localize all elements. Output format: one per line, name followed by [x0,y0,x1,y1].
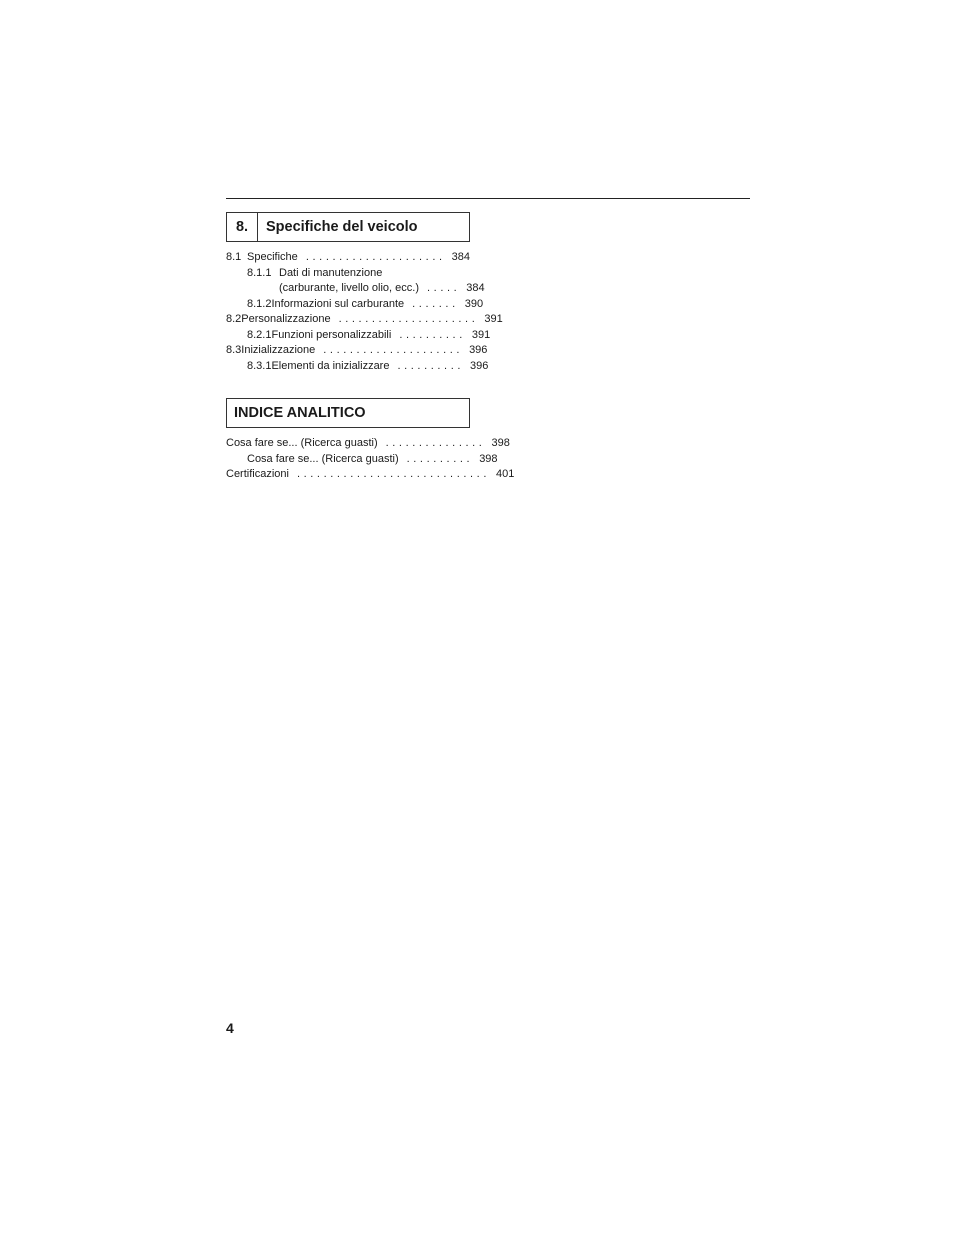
toc-number: 8.1 [226,251,242,263]
toc-page: 396 [470,359,489,372]
toc-number: 8.2.1 [247,328,272,341]
toc-entry-8-2-1[interactable] [226,328,491,344]
index-label: Cosa fare se... (Ricerca guasti) [247,452,399,465]
index-label: Certificazioni [226,468,289,480]
leader-dots: ............... [385,437,486,449]
leader-dots: ..................... [305,251,446,263]
index-page: 398 [491,437,510,449]
toc-page: 390 [464,297,484,310]
toc-entry-8-3[interactable] [226,343,488,359]
index-label: Cosa fare se... (Ricerca guasti) [226,437,378,449]
toc-entry-8-1-1-cont[interactable] [226,281,485,297]
toc-page: 384 [451,251,470,263]
toc-label: Inizializzazione [241,344,316,356]
chapter-header [226,212,470,242]
toc-entry-8-1[interactable] [226,250,470,266]
toc-entry-8-1-1[interactable] [226,266,470,282]
toc-entry-8-3-1[interactable] [226,359,489,375]
leader-dots: .......... [397,359,465,372]
toc-label: Informazioni sul carburante [271,297,405,310]
toc-label: Dati di manutenzione [279,266,383,279]
toc-entry-8-2[interactable] [226,312,503,328]
leader-dots: .......... [406,452,474,465]
toc-page: 396 [469,344,488,356]
leader-dots: ..................... [323,344,464,356]
leader-dots: ..................... [338,313,479,325]
index-title: INDICE ANALITICO [234,405,366,421]
chapter-number: 8. [227,213,258,241]
index-entry[interactable] [226,467,515,483]
index-header [226,398,470,428]
toc-label: Specifiche [247,251,298,263]
index-entry[interactable] [226,436,510,452]
toc-page: 391 [484,313,503,325]
toc-page: 391 [471,328,491,341]
toc-number: 8.1.1 [247,266,272,279]
leader-dots: ..... [427,282,461,294]
top-rule [226,198,750,199]
toc-list [226,250,503,374]
toc-label: Personalizzazione [241,313,331,325]
index-list [226,436,515,483]
leader-dots: ....... [412,297,459,310]
toc-label: Funzioni personalizzabili [271,328,392,341]
toc-label: Elementi da inizializzare [271,359,390,372]
toc-entry-8-1-2[interactable] [226,297,484,313]
toc-page: 384 [466,282,485,294]
chapter-title: Specifiche del veicolo [266,219,418,235]
toc-label-continued: (carburante, livello olio, ecc.) [279,282,420,294]
leader-dots: .......... [399,328,466,341]
page-number: 4 [226,1020,234,1036]
toc-number: 8.3 [226,344,242,356]
toc-number: 8.2 [226,313,242,325]
index-page: 398 [479,452,498,465]
leader-dots: ............................. [296,468,490,480]
index-page: 401 [496,468,515,480]
toc-number: 8.1.2 [247,297,272,310]
toc-number: 8.3.1 [247,359,272,372]
index-entry[interactable] [226,452,498,468]
